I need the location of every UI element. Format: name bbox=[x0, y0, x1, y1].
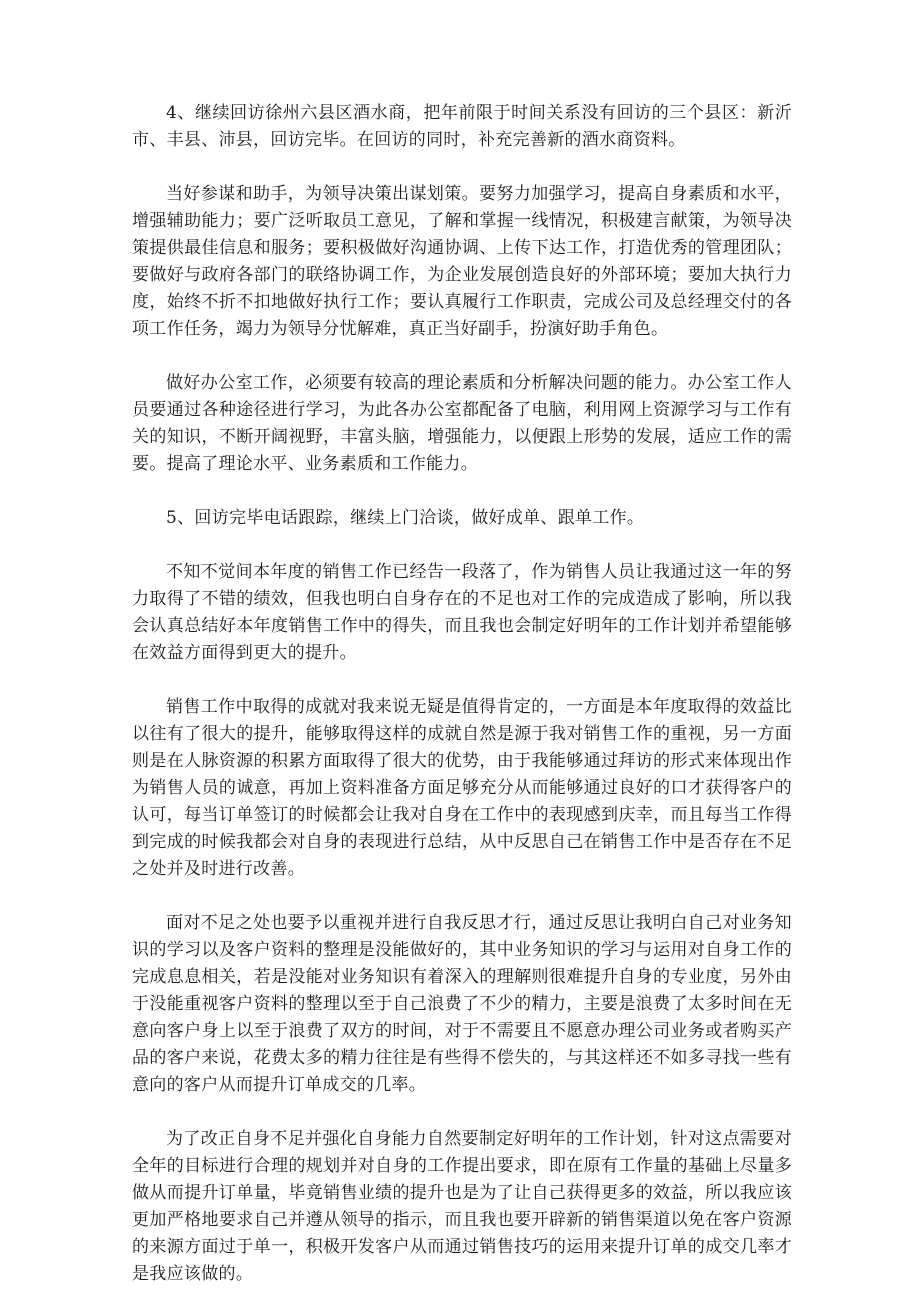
paragraph-sales-achievements: 销售工作中取得的成就对我来说无疑是值得肯定的，一方面是本年度取得的效益比以往有了很大的提升，能够取得这样的成就自然是源于我对销售工作的重视，另一方面则是在人脉资源的积累方面取得了很大的优势，由于我能够通过拜访的形式来体现出作为销售人员的诚意，再加上资料准备方面足够充分从而能够通过良好的口才获得客户的认可，每当订单签订的时候都会让我对自身在工作中的表现感到庆幸，而且每当工作得到完成的时候我都会对自身的表现进行总结，从中反思自己在销售工作中是否存在不足之处并及时进行改善。 bbox=[132, 697, 792, 879]
paragraph-item-5: 5、回访完毕电话跟踪，继续上门洽谈，做好成单、跟单工作。 bbox=[166, 508, 645, 528]
paragraph-shortcomings: 面对不足之处也要予以重视并进行自我反思才行，通过反思让我明白自己对业务知识的学习以及客户资料的整理是没能做好的，其中业务知识的学习与运用对自身工作的完成息息相关，若是没能对业务知识有着深入的理解则很难提升自身的专业度，另外由于没能重视客户资料的整理以至于自己浪费了不少的精力，主要是浪费了太多时间在无意向客户身上以至于浪费了双方的时间，对于不需要且不愿意办理公司业务或者购买产品的客户来说，花费太多的精力往往是有些得不偿失的，与其这样还不如多寻找一些有意向的客户从而提升订单成交的几率。 bbox=[132, 913, 792, 1095]
paragraph-advisor: 当好参谋和助手，为领导决策出谋划策。要努力加强学习，提高自身素质和水平，增强辅助能力；要广泛听取员工意见，了解和掌握一线情况，积极建言献策，为领导决策提供最佳信息和服务；要积极做好沟通协调、上传下达工作，打造优秀的管理团队；要做好与政府各部门的联络协调工作，为企业发展创造良好的外部环境；要加大执行力度，始终不折不扣地做好执行工作；要认真履行工作职责，完成公司及总经理交付的各项工作任务，竭力为领导分忧解难，真正当好副手，扮演好助手角色。 bbox=[132, 184, 792, 339]
paragraph-office-work: 做好办公室工作，必须要有较高的理论素质和分析解决问题的能力。办公室工作人员要通过各种途径进行学习，为此各办公室都配备了电脑，利用网上资源学习与工作有关的知识，不断开阔视野，丰富头脑，增强能力，以便跟上形势的发展，适应工作的需要。提高了理论水平、业务素质和工作能力。 bbox=[132, 373, 792, 474]
paragraph-sales-summary: 不知不觉间本年度的销售工作已经告一段落了，作为销售人员让我通过这一年的努力取得了不错的绩效，但我也明白自身存在的不足也对工作的完成造成了影响，所以我会认真总结好本年度销售工作中的得失，而且我也会制定好明年的工作计划并希望能够在效益方面得到更大的提升。 bbox=[132, 562, 792, 663]
paragraph-next-year-plan: 为了改正自身不足并强化自身能力自然要制定好明年的工作计划，针对这点需要对全年的目标进行合理的规划并对自身的工作提出要求，即在原有工作量的基础上尽量多做从而提升订单量，毕竟销售业绩的提升也是为了让自己获得更多的效益，所以我应该更加严格地要求自己并遵从领导的指示，而且我也要开辟新的销售渠道以免在客户资源的来源方面过于单一，积极开发客户从而通过销售技巧的运用来提升订单的成交几率才是我应该做的。 bbox=[132, 1129, 792, 1284]
paragraph-item-4: 4、继续回访徐州六县区酒水商，把年前限于时间关系没有回访的三个县区：新沂市、丰县、沛县，回访完毕。在回访的同时，补充完善新的酒水商资料。 bbox=[132, 103, 792, 150]
document-page bbox=[132, 100, 792, 1315]
